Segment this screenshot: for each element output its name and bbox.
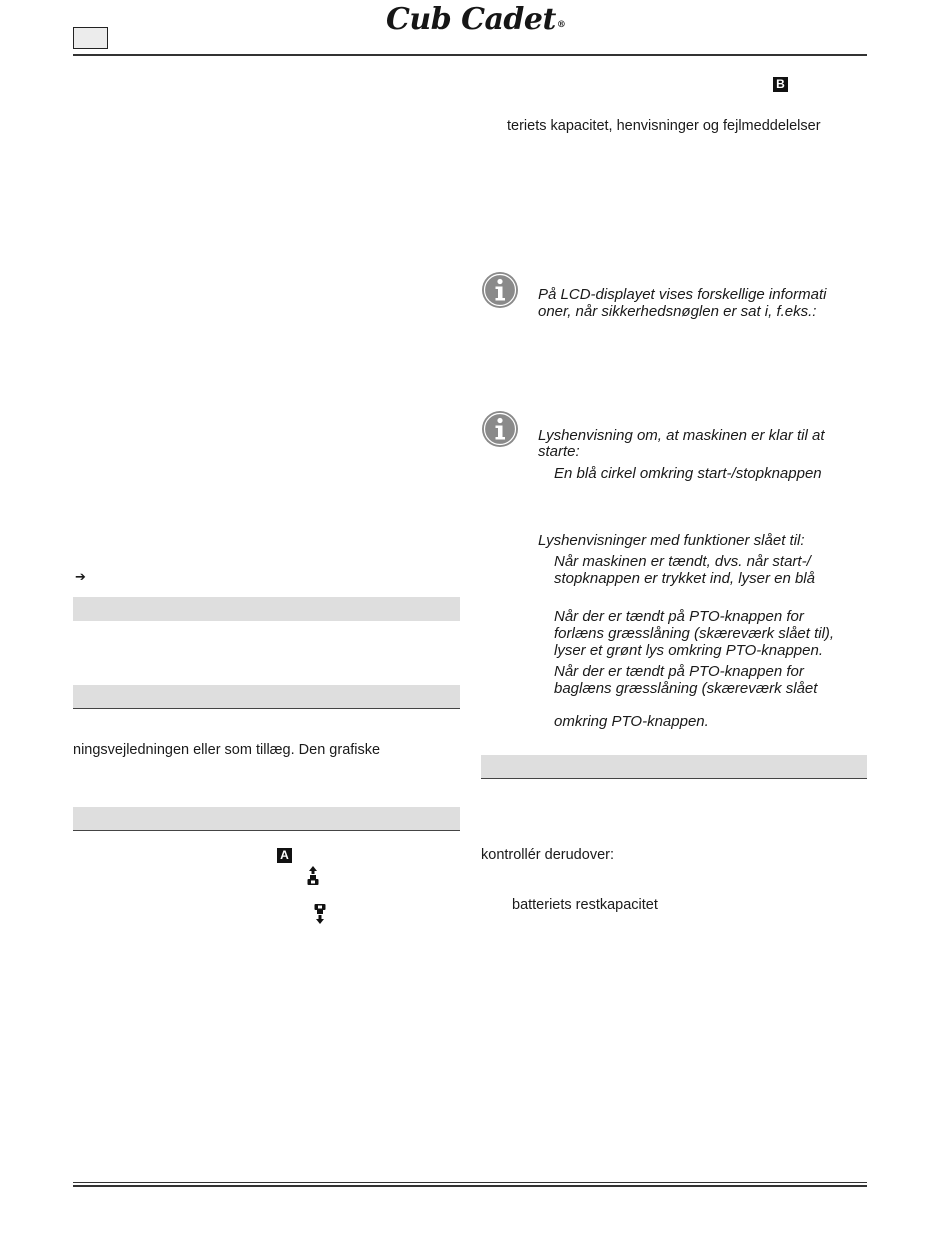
note-text: Lyshenvisning om, at maskinen er klar til at	[538, 427, 825, 444]
info-icon	[481, 410, 519, 448]
page-number-box	[73, 27, 108, 49]
note-text: starte:	[538, 443, 580, 460]
footer-rule	[73, 1182, 867, 1183]
info-icon	[481, 271, 519, 309]
note-text: omkring PTO-knappen.	[554, 713, 709, 730]
section-band	[73, 685, 460, 709]
figure-label-b: B	[773, 77, 788, 92]
note-text: Når der er tændt på PTO-knappen for	[554, 663, 804, 680]
body-text: kontrollér derudover:	[481, 847, 614, 863]
note-text: Når der er tændt på PTO-knappen for	[554, 608, 804, 625]
footer-rule	[73, 1185, 867, 1187]
note-title: Lyshenvisninger med funktioner slået til:	[538, 532, 805, 549]
note-text: baglæns græsslåning (skæreværk slået	[554, 680, 818, 697]
section-rule	[73, 708, 460, 709]
body-text: ningsvejledningen eller som tillæg. Den grafiske	[73, 742, 381, 758]
brand-logo: Cub Cadet®	[386, 2, 566, 37]
section-rule	[481, 778, 867, 779]
arrow-right-icon: ➔	[75, 569, 86, 584]
note-text: forlæns græsslåning (skæreværk slået til),	[554, 625, 835, 642]
note-text: lyser et grønt lys omkring PTO-knappen.	[554, 642, 823, 659]
body-text: teriets kapacitet, henvisninger og fejlmeddelelser	[507, 118, 821, 134]
note-text: oner, når sikkerhedsnøglen er sat i, f.eks.:	[538, 303, 817, 320]
header-rule	[73, 54, 867, 56]
lift-up-icon	[306, 866, 320, 888]
note-text: På LCD-displayet vises forskellige informati	[538, 286, 827, 303]
note-text: En blå cirkel omkring start-/stopknappen	[554, 465, 822, 482]
lift-down-icon	[313, 903, 327, 925]
section-band	[73, 597, 460, 621]
section-band	[73, 807, 460, 831]
section-rule	[73, 830, 460, 831]
note-text: stopknappen er trykket ind, lyser en blå	[554, 570, 815, 587]
note-text: Når maskinen er tændt, dvs. når start-/	[554, 553, 811, 570]
section-band	[481, 755, 867, 779]
figure-label-a: A	[277, 848, 292, 863]
body-text: batteriets restkapacitet	[512, 897, 658, 913]
